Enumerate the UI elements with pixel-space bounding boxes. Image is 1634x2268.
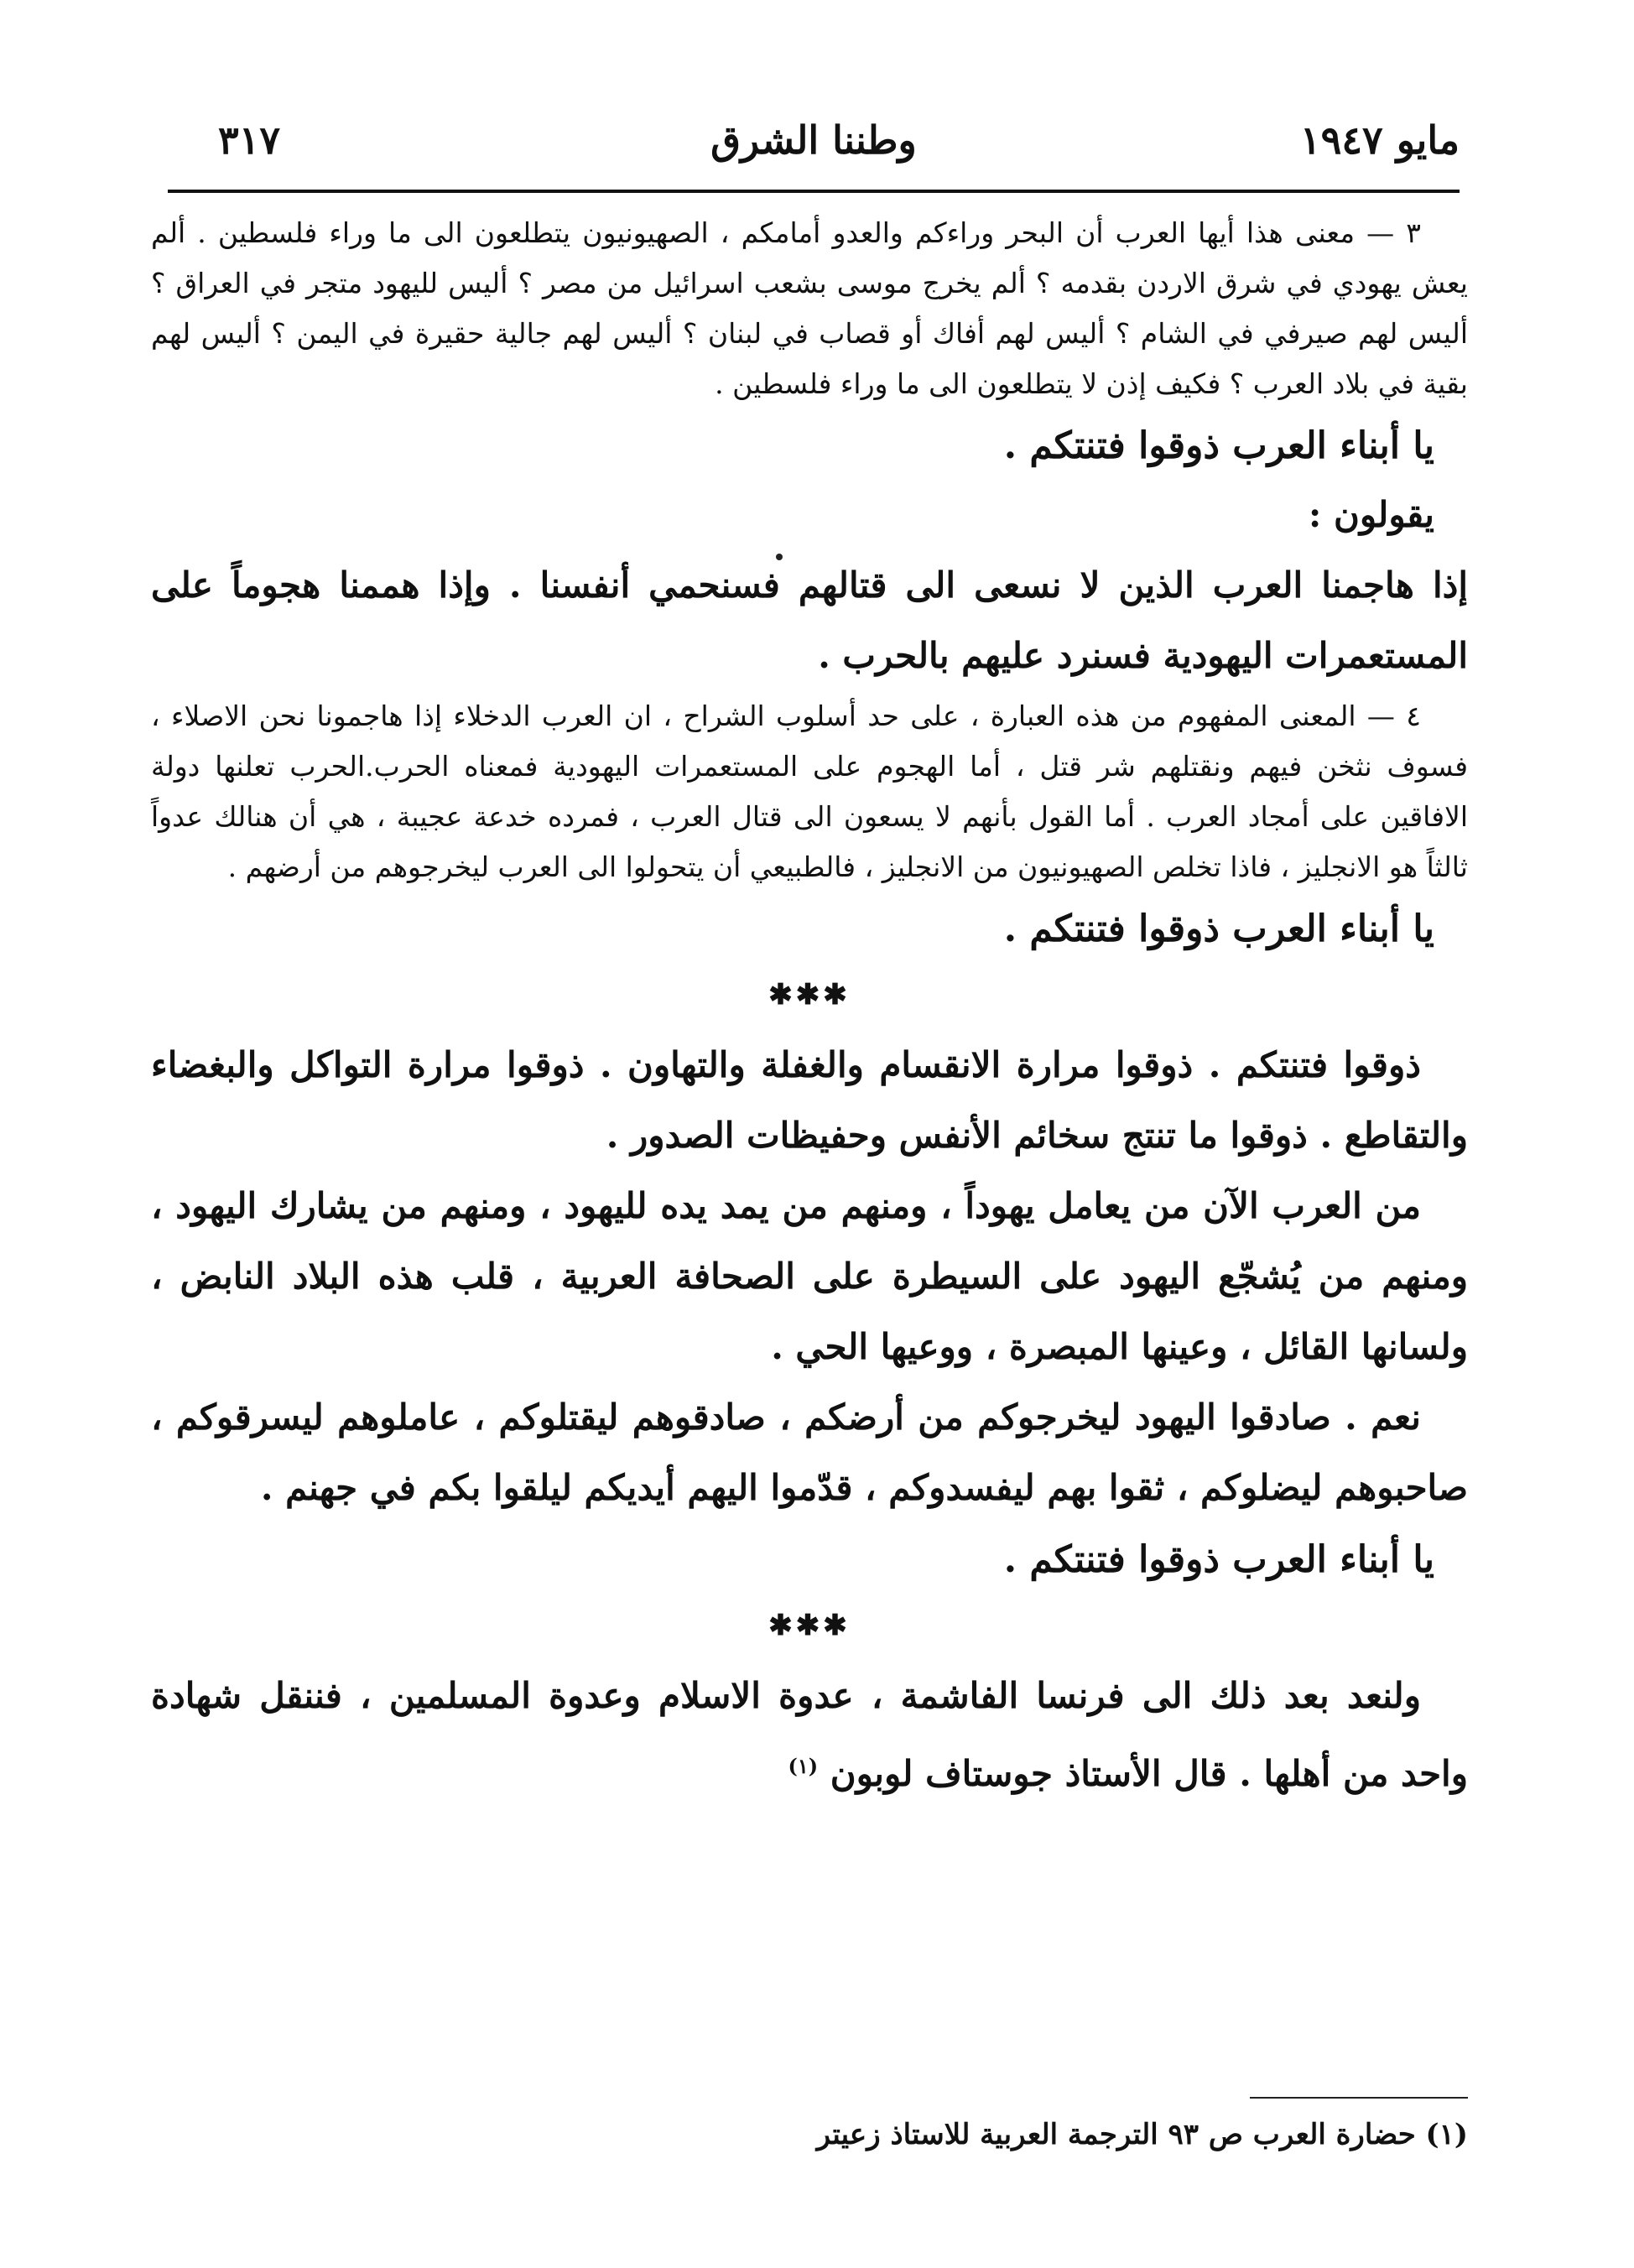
paragraph-yes: نعم . صادقوا اليهود ليخرجوكم من أرضكم ، صادقوهم ليقتلوكم ، عاملوهم ليسرقوكم ، صاحبوهم ليضلوكم ، ثقوا بهم ليفسدوكم ، قدّموا اليهم أيديكم ليلقوا بكم في جهنم . <box>151 1397 1468 1508</box>
footnote-marker: (١) <box>788 1754 819 1778</box>
refrain: يا أبناء العرب ذوقوا فتنتكم . <box>1003 424 1434 467</box>
section-divider: ✱✱✱ <box>768 1609 851 1642</box>
refrain: يا أبناء العرب ذوقوا فتنتكم . <box>1003 1538 1434 1581</box>
header-title: وطننا الشرق <box>710 117 917 163</box>
paragraph-4: ٤ — المعنى المفهوم من هذه العبارة ، على حد أسلوب الشراح ، ان العرب الدخلاء إذا هاجمونا نحن الاصلاء ، فسوف نثخن فيهم ونقتلهم شر قتل ، أما الهجوم على المستعمرات اليهودية فمعناه الحرب.الحرب تعلنها دولة الافاقين على أمجاد العرب . أما القول بأنهم لا يسعون الى قتال العرب ، فمرده خدعة عجيبة ، هي أن هنالك عدواً ثالثاً هو الانجليز ، فاذا تخلص الصهيونيون من الانجليز ، فالطبيعي أن يتحولوا الى العرب ليخرجوهم من أرضهم . <box>151 700 1468 883</box>
footnote: (١) حضارة العرب ص ٩٣ الترجمة العربية للاستاذ زعيتر <box>816 2118 1468 2151</box>
paragraph-among-arabs: من العرب الآن من يعامل يهوداً ، ومنهم من يمد يده لليهود ، ومنهم من يشارك اليهود ، ومنهم من يُشجّع اليهود على السيطرة على الصحافة العربية ، قلب هذه البلاد النابض ، ولسانها القائل ، وعينها المبصرة ، ووعيها الحي . <box>151 1185 1468 1367</box>
paragraph-taste: ذوقوا فتنتكم . ذوقوا مرارة الانقسام والغفلة والتهاون . ذوقوا مرارة التواكل والبغضاء والتقاطع . ذوقوا ما تنتج سخائم الأنفس وحفيظات الصدور . <box>151 1044 1468 1156</box>
header-rule <box>168 190 1460 193</box>
running-header <box>168 117 1460 176</box>
page-number: ٣١٧ <box>218 117 281 163</box>
footnote-rule <box>1250 2097 1468 2099</box>
article-body <box>151 208 1468 1809</box>
header-date: مايو ١٩٤٧ <box>1299 117 1460 163</box>
they-say-label: يقولون : <box>1308 494 1434 535</box>
section-divider: ✱✱✱ <box>768 978 851 1012</box>
paragraph-france <box>151 1661 1468 1809</box>
refrain: يا أبناء العرب ذوقوا فتنتكم . <box>1003 908 1434 950</box>
paragraph-3: ٣ — معنى هذا أيها العرب أن البحر وراءكم والعدو أمامكم ، الصهيونيون يتطلعون الى ما وراء فلسطين . ألم يعش يهودي في شرق الاردن بقدمه ؟ ألم يخرج موسى بشعب اسرائيل من مصر ؟ أليس لليهود متجر في العراق ؟ أليس لهم صيرفي في الشام ؟ أليس لهم أفاك أو قصاب في لبنان ؟ أليس لهم جالية حقيرة في اليمن ؟ أليس لهم بقية في بلاد العرب ؟ فكيف إذن لا يتطلعون الى ما وراء فلسطين . <box>151 216 1468 400</box>
quoted-statement: إذا هاجمنا العرب الذين لا نسعى الى قتالهم فسنحمي أنفسنا . وإذا هممنا هجوماً على المستعمرات اليهودية فسنرد عليهم بالحرب . <box>151 564 1468 676</box>
paragraph-france-text: ولنعد بعد ذلك الى فرنسا الفاشمة ، عدوة الاسلام وعدوة المسلمين ، فننقل شهادة واحد من أهلها . قال الأستاذ جوستاف لوبون <box>151 1675 1468 1794</box>
